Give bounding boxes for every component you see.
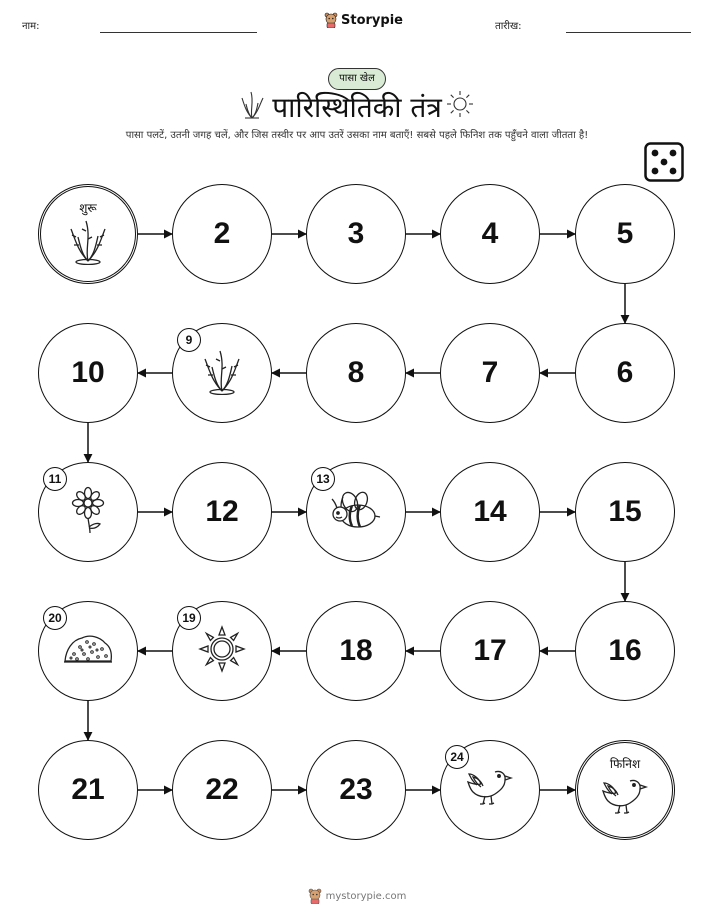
board-cell[interactable] [172, 601, 272, 701]
cell-number: 23 [339, 773, 373, 806]
board-cell[interactable] [306, 740, 406, 840]
cell-number: 7 [481, 356, 499, 389]
cell-number-badge: 20 [43, 606, 67, 630]
footer [0, 888, 714, 904]
bear-mascot-icon [308, 888, 322, 904]
cell-number: 3 [347, 217, 365, 250]
cell-number: 10 [71, 356, 105, 389]
board-cell[interactable] [575, 323, 675, 423]
board-cell[interactable] [306, 601, 406, 701]
cell-number: 15 [608, 495, 642, 528]
board-cell[interactable] [440, 462, 540, 562]
cell-number: 17 [473, 634, 507, 667]
start-cell[interactable] [38, 184, 138, 284]
cell-number: 12 [205, 495, 239, 528]
board-cell[interactable] [306, 462, 406, 562]
bird-icon [600, 775, 650, 823]
cell-number-badge: 19 [177, 606, 201, 630]
board-cell[interactable] [38, 740, 138, 840]
board-cell[interactable] [306, 184, 406, 284]
board-cell[interactable] [440, 323, 540, 423]
footer-url[interactable]: mystorypie.com [325, 890, 407, 902]
cell-number-badge: 11 [43, 467, 67, 491]
cell-number: 5 [616, 217, 634, 250]
board-cell[interactable] [172, 740, 272, 840]
cell-number: 2 [213, 217, 231, 250]
board-cell[interactable] [306, 323, 406, 423]
cell-number: 22 [205, 773, 239, 806]
bee-icon [330, 488, 382, 536]
finish-label: फिनिश [609, 757, 641, 771]
finish-cell[interactable] [575, 740, 675, 840]
name-label: नाम: [22, 21, 40, 32]
instructions: पासा पलटें, उतनी जगह चलें, और जिस तस्वीर पर आप उतरें उसका नाम बताएँ! सबसे पहले फिनिश तक पहुँचने वाला जीतता है! [125, 130, 589, 141]
bird-icon [465, 766, 515, 814]
board-cell[interactable] [172, 462, 272, 562]
board-cell[interactable] [440, 184, 540, 284]
brand-name: Storypie [341, 12, 403, 28]
cell-number-badge: 24 [445, 745, 469, 769]
cell-number: 18 [339, 634, 373, 667]
seaweed-icon [65, 217, 111, 269]
board-cell[interactable] [440, 601, 540, 701]
cell-number: 6 [616, 356, 634, 389]
board-cell[interactable] [575, 462, 675, 562]
cell-number: 21 [71, 773, 105, 806]
cell-number-badge: 9 [177, 328, 201, 352]
game-type-tag: पासा खेल [328, 68, 386, 90]
board-cell[interactable] [575, 601, 675, 701]
date-label: तारीख: [495, 21, 522, 32]
board-cell[interactable] [172, 323, 272, 423]
board-cell[interactable] [38, 601, 138, 701]
seaweed-icon [199, 347, 245, 399]
cell-number-badge: 13 [311, 467, 335, 491]
board-cell[interactable] [575, 184, 675, 284]
flower-icon [68, 485, 108, 539]
cell-number: 16 [608, 634, 642, 667]
sun-icon [198, 625, 246, 677]
cell-number: 8 [347, 356, 365, 389]
start-label: शुरू [79, 201, 97, 215]
page-title: पारिस्थितिकी तंत्र [272, 91, 442, 124]
board-cell[interactable] [38, 462, 138, 562]
cell-number: 4 [481, 217, 499, 250]
soil-icon [62, 632, 114, 670]
board-cell[interactable] [440, 740, 540, 840]
board-cell[interactable] [172, 184, 272, 284]
board-cell[interactable] [38, 323, 138, 423]
cell-number: 14 [473, 495, 507, 528]
